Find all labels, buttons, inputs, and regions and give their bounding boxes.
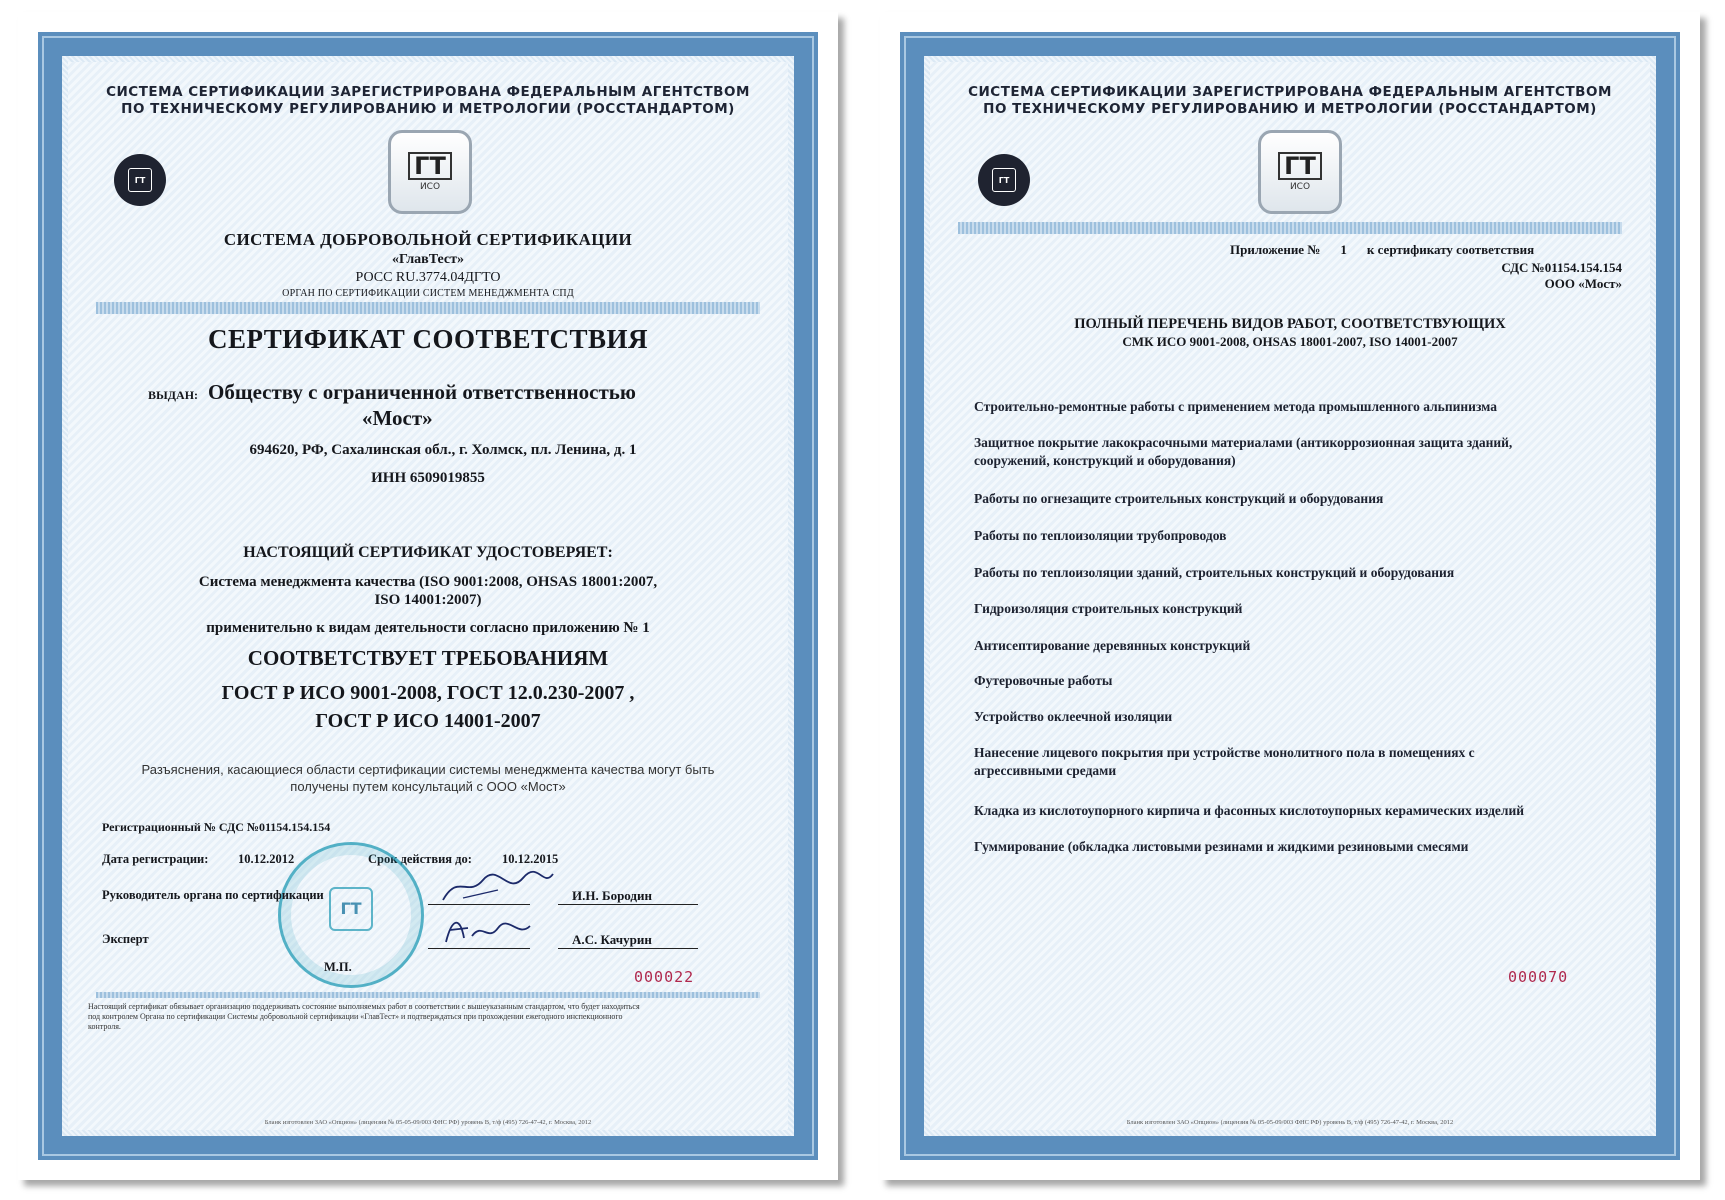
divider-stripe (96, 992, 760, 998)
registration-seal-icon: ГТ (978, 154, 1030, 206)
annex-number: 1 (1340, 242, 1347, 257)
glavtest-logo-icon (1258, 130, 1342, 214)
work-item: Защитное покрытие лакокрасочными материалами (антикоррозионная защита зданий, сооружений, конструкций и оборудования) (974, 435, 1513, 468)
mp-label: М.П. (324, 960, 352, 974)
registry-header-line: СИСТЕМА СЕРТИФИКАЦИИ ЗАРЕГИСТРИРОВАНА ФЕДЕРАЛЬНЫМ АГЕНТСТВОМ (968, 84, 1612, 100)
registry-header-line: ПО ТЕХНИЧЕСКОМУ РЕГУЛИРОВАНИЮ И МЕТРОЛОГИИ (РОССТАНДАРТОМ) (983, 101, 1597, 117)
registry-header (68, 84, 788, 118)
logo-iso-text: ИСО (1289, 182, 1311, 192)
registration-date: 10.12.2012 (238, 852, 295, 866)
clarification-line: получены путем консультаций с ООО «Мост» (290, 779, 566, 794)
signature-line (428, 904, 530, 905)
head-signature-icon (438, 868, 558, 908)
complies-title: СООТВЕТСТВУЕТ ТРЕБОВАНИЯМ (247, 646, 609, 670)
qms-line: Система менеджмента качества (ISO 9001:2008, OHSAS 18001:2007, (198, 574, 658, 590)
system-title: СИСТЕМА ДОБРОВОЛЬНОЙ СЕРТИФИКАЦИИ (223, 230, 633, 249)
registry-header-line: ПО ТЕХНИЧЕСКОМУ РЕГУЛИРОВАНИЮ И МЕТРОЛОГИИ (РОССТАНДАРТОМ) (121, 101, 735, 117)
expert-signature-icon (438, 908, 538, 948)
signature-line (428, 948, 530, 949)
footnote-line: под контролем Органа по сертификации Системы добровольной сертификации «ГлавТест» и подтверждаться при прохождении ежегодного инспекционного (88, 1012, 623, 1021)
registry-header (930, 84, 1650, 118)
logo-gt-text: ГТ (408, 152, 452, 180)
annex-sheet (880, 12, 1700, 1180)
serial-number: 000022 (634, 968, 695, 986)
work-item: Антисептирование деревянных конструкций (974, 638, 1251, 653)
work-item: Работы по огнезащите строительных конструкций и оборудования (974, 491, 1384, 506)
certificate-title: СЕРТИФИКАТ СООТВЕТСТВИЯ (207, 324, 649, 354)
standards-line: ГОСТ Р ИСО 9001-2008, ГОСТ 12.0.230-2007 , (221, 682, 635, 704)
works-list-subtitle: СМК ИСО 9001-2008, OHSAS 18001-2007, ISO 14001-2007 (1122, 334, 1458, 349)
annex-organization: ООО «Мост» (1544, 276, 1622, 291)
expert-name: А.С. Качурин (572, 932, 652, 947)
registration-number: Регистрационный № СДС №01154.154.154 (102, 820, 331, 834)
certifies-title: НАСТОЯЩИЙ СЕРТИФИКАТ УДОСТОВЕРЯЕТ: (243, 544, 613, 561)
registration-date-label: Дата регистрации: (102, 852, 209, 866)
glavtest-logo-icon (388, 130, 472, 214)
print-info: Бланк изготовлен ЗАО «Опцион» (лицензия № 05-05-09/003 ФНС РФ) уровень В, т/ф (495) 726-47-42, г. Москва, 2012 (1126, 1119, 1454, 1126)
annex-reference (1230, 242, 1534, 258)
head-label: Руководитель органа по сертификации (102, 888, 324, 902)
inn: ИНН 6509019855 (371, 470, 485, 486)
work-item: Гидроизоляция строительных конструкций (974, 601, 1243, 616)
footnote-line: контроля. (88, 1022, 121, 1031)
print-info: Бланк изготовлен ЗАО «Опцион» (лицензия № 05-05-09/003 ФНС РФ) уровень В, т/ф (495) 726-47-42, г. Москва, 2012 (264, 1119, 592, 1126)
system-name: «ГлавТест» (391, 252, 465, 267)
address: 694620, РФ, Сахалинская обл., г. Холмск, пл. Ленина, д. 1 (249, 442, 637, 458)
annex-certificate: СДС №01154.154.154 (1501, 260, 1622, 275)
divider-stripe (96, 302, 760, 314)
registry-header-line: СИСТЕМА СЕРТИФИКАЦИИ ЗАРЕГИСТРИРОВАНА ФЕДЕРАЛЬНЫМ АГЕНТСТВОМ (106, 84, 750, 100)
work-item: Нанесение лицевого покрытия при устройстве монолитного пола в помещениях с агрессивными средами (974, 745, 1475, 778)
system-reg: РОСС RU.3774.04ДГТО (355, 270, 501, 285)
applies-line: применительно к видам деятельности согласно приложению № 1 (206, 620, 650, 636)
work-item: Работы по теплоизоляции трубопроводов (974, 528, 1227, 543)
valid-until-label: Срок действия до: (368, 852, 472, 866)
name-line (558, 904, 698, 905)
work-item: Кладка из кислотоупорного кирпича и фасонных кислотоупорных керамических изделий (974, 803, 1525, 818)
issued-to-line: Обществу с ограниченной ответственностью (208, 380, 636, 404)
serial-number: 000070 (1508, 968, 1569, 986)
works-list-title: ПОЛНЫЙ ПЕРЕЧЕНЬ ВИДОВ РАБОТ, СООТВЕТСТВУЮЩИХ (1074, 316, 1506, 332)
standards-line: ГОСТ Р ИСО 14001-2007 (315, 710, 541, 732)
round-stamp-icon: ГТ (278, 842, 424, 988)
qms-line: ISO 14001:2007) (374, 592, 482, 608)
work-item: Работы по теплоизоляции зданий, строительных конструкций и оборудования (974, 565, 1455, 580)
certificate-sheet (18, 12, 838, 1180)
footnote-line: Настоящий сертификат обязывает организацию поддерживать состояние выполняемых работ в соответствии с вышеуказанным стандартом, что будет находиться (88, 1002, 640, 1011)
work-item: Гуммирование (обкладка листовыми резинами и жидкими резиновыми смесями (974, 839, 1469, 854)
annex-label: Приложение № (1230, 242, 1321, 257)
divider-stripe (958, 222, 1622, 234)
logo-iso-text: ИСО (419, 182, 441, 192)
certificate-frame (38, 32, 818, 1160)
footnote (88, 1002, 768, 1032)
work-item: Строительно-ремонтные работы с применением метода промышленного альпинизма (974, 399, 1498, 414)
system-body: ОРГАН ПО СЕРТИФИКАЦИИ СИСТЕМ МЕНЕДЖМЕНТА СПД (282, 288, 574, 299)
work-item: Устройство оклеечной изоляции (974, 709, 1173, 724)
valid-until-date: 10.12.2015 (502, 852, 559, 866)
issued-to-line: «Мост» (362, 406, 433, 430)
logo-gt-text: ГТ (1278, 152, 1322, 180)
name-line (558, 948, 698, 949)
annex-frame (900, 32, 1680, 1160)
system-block (68, 230, 788, 299)
annex-body (930, 62, 1650, 1130)
head-name: И.Н. Бородин (572, 888, 652, 903)
registration-seal-icon: ГТ (114, 154, 166, 206)
expert-label: Эксперт (102, 932, 149, 946)
annex-suffix: к сертификату соответствия (1366, 242, 1535, 257)
certificate-body (68, 62, 788, 1130)
work-item: Футеровочные работы (974, 673, 1113, 688)
clarification-line: Разъяснения, касающиеся области сертификации системы менеджмента качества могут быть (141, 762, 715, 777)
issued-label: ВЫДАН: (148, 388, 199, 402)
